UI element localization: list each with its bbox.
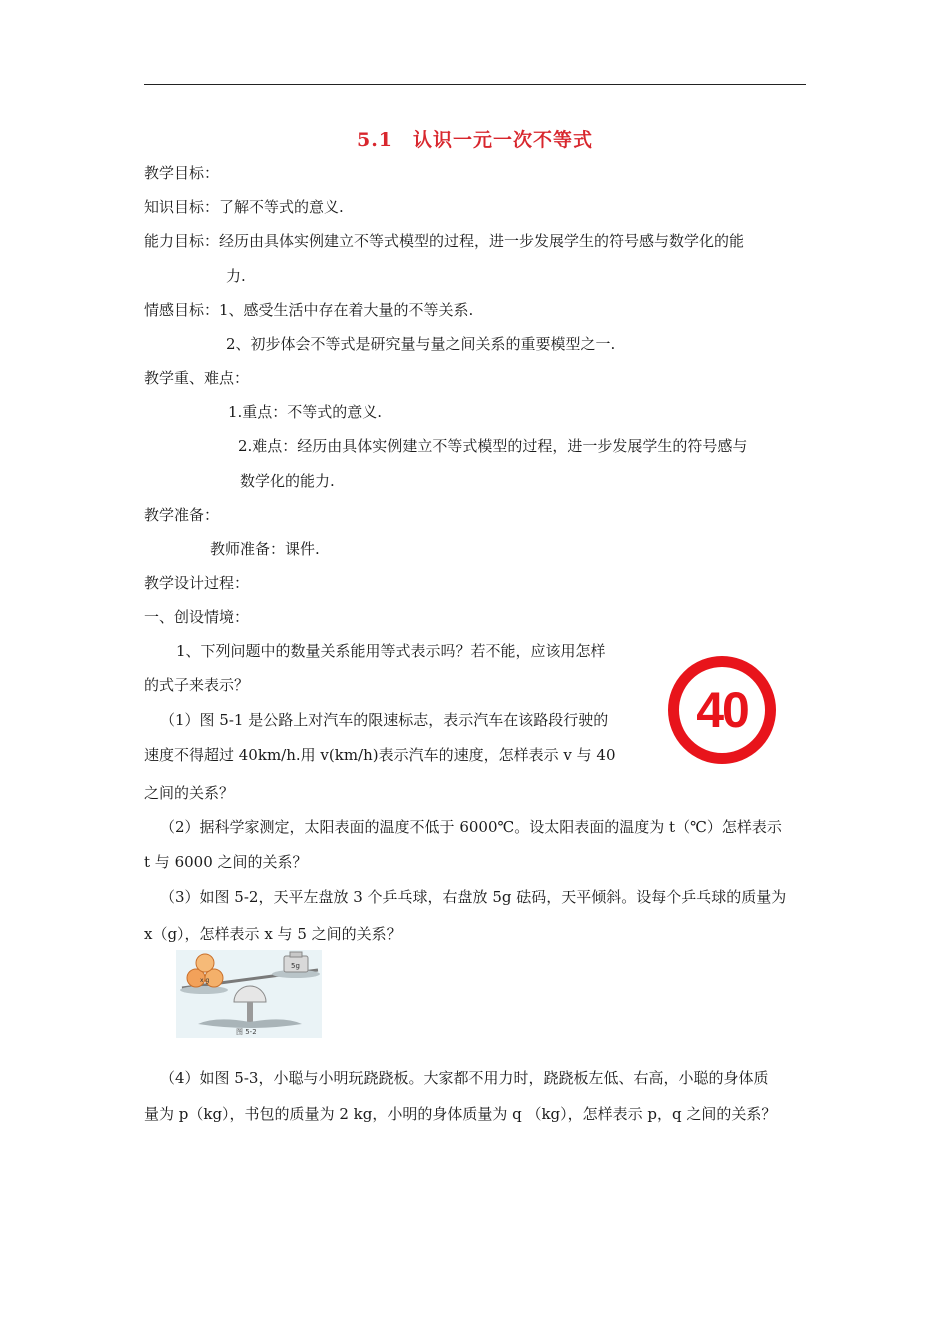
part1-line-1: （1）图 5-1 是公路上对汽车的限速标志，表示汽车在该路段行驶的 [160,711,609,729]
key-point: 1.重点：不等式的意义. [228,403,383,421]
knowledge-goal: 知识目标：了解不等式的意义. [144,198,344,216]
ability-goal-line-1: 能力目标：经历由具体实例建立不等式模型的过程，进一步发展学生的符号感与数学化的能 [144,232,745,250]
emotion-goal-line-2: 2、初步体会不等式是研究量与量之间关系的重要模型之一. [226,335,616,353]
speed-limit-sign [668,656,776,764]
part3-line-2: x（g），怎样表示 x 与 5 之间的关系？ [144,925,402,943]
balance-scale-figure [176,950,322,1038]
part3-line-1: （3）如图 5-2，天平左盘放 3 个乒乓球，右盘放 5g 砝码，天平倾斜。设每个乒乓球的质量为 [160,888,787,906]
weight-label: 5g [291,962,300,970]
part4-line-2: 量为 p（kg），书包的质量为 2 kg，小明的身体质量为 q （kg），怎样表示 p，q 之间的关系？ [144,1105,777,1123]
difficult-point-line-2: 数学化的能力. [240,472,335,490]
goals-heading: 教学目标： [144,164,220,182]
process-heading: 教学设计过程： [144,574,250,592]
part2-line-1: （2）据科学家测定，太阳表面的温度不低于 6000℃。设太阳表面的温度为 t（℃）怎样表示 [160,818,782,836]
section-one-heading: 一、创设情境： [144,608,250,626]
preparation-heading: 教学准备： [144,506,220,524]
key-points-heading: 教学重、难点： [144,369,250,387]
teacher-preparation: 教师准备：课件. [210,540,320,558]
document-title: 5.1 认识一元一次不等式 [356,129,594,151]
ball-label: x g [200,977,210,984]
part1-line-2: 速度不得超过 40km/h.用 v(km/h)表示汽车的速度，怎样表示 v 与 40 [144,746,616,764]
difficult-point-line-1: 2.难点：经历由具体实例建立不等式模型的过程，进一步发展学生的符号感与 [238,437,748,455]
part1-line-3: 之间的关系？ [144,784,235,802]
part4-line-1: （4）如图 5-3，小聪与小明玩跷跷板。大家都不用力时，跷跷板左低、右高，小聪的身体质 [160,1069,769,1087]
speed-limit-value: 40 [696,682,748,738]
header-rule [144,84,806,85]
part2-line-2: t 与 6000 之间的关系？ [144,853,308,871]
question-intro-line-1: 1、下列问题中的数量关系能用等式表示吗？若不能，应该用怎样 [176,642,606,660]
ability-goal-line-2: 力. [226,267,246,285]
emotion-goal-line-1: 情感目标：1、感受生活中存在着大量的不等关系. [144,301,474,319]
question-intro-line-2: 的式子来表示？ [144,676,250,694]
figure-caption: 图 5-2 [236,1028,257,1036]
